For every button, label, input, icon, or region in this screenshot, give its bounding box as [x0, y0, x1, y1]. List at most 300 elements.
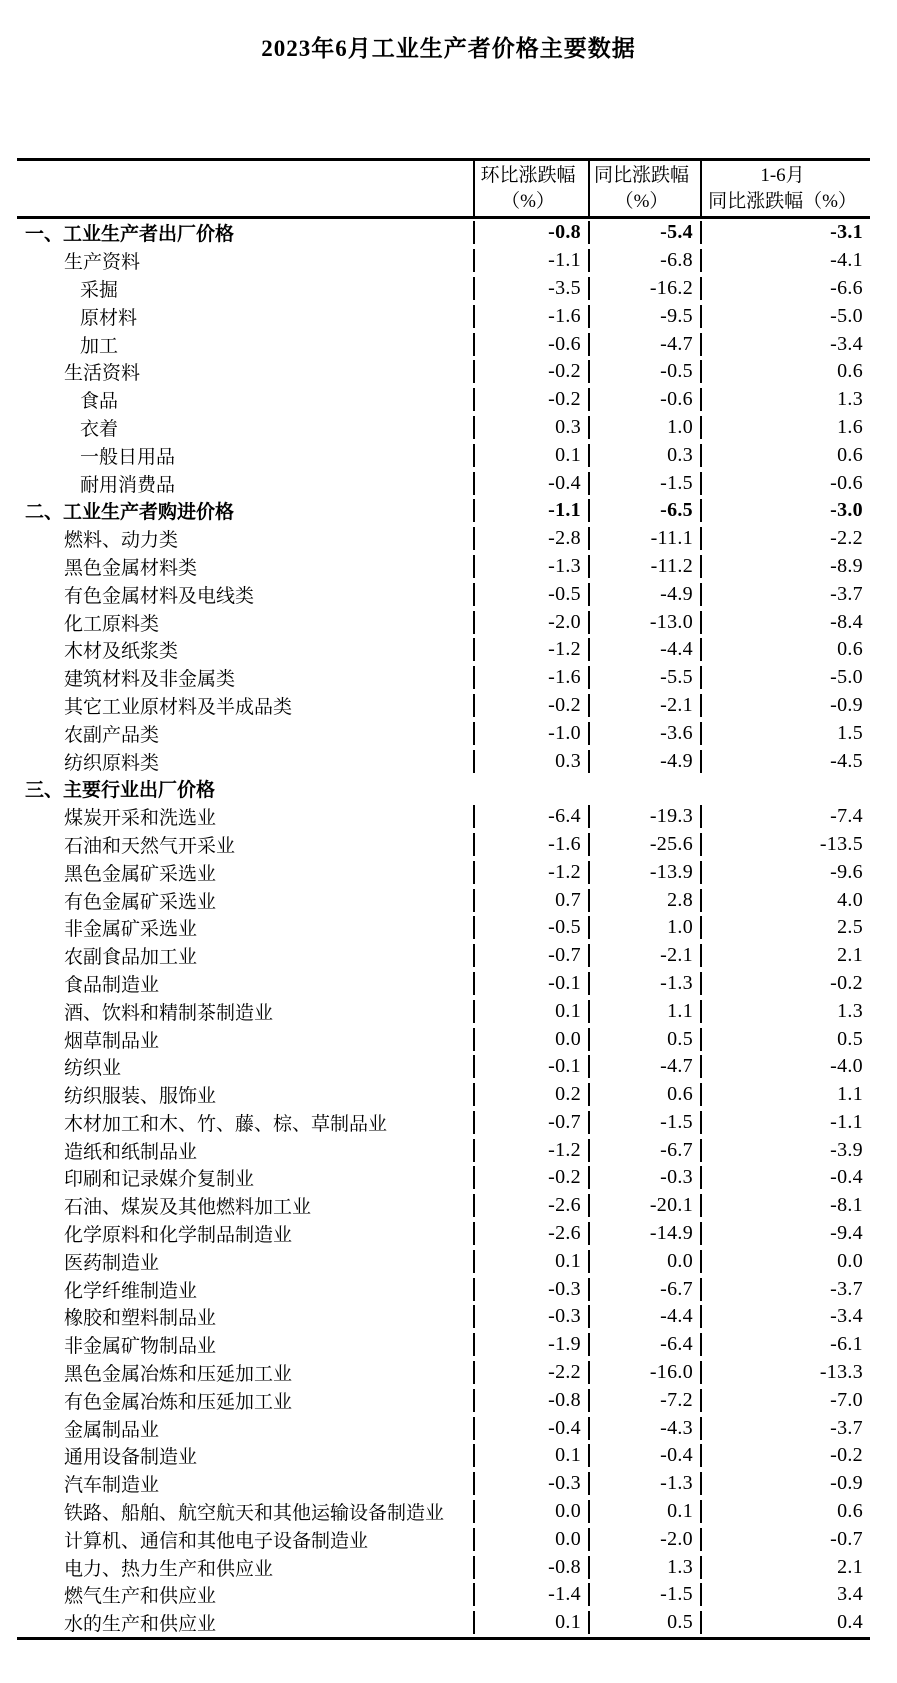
table-row [17, 1331, 870, 1359]
row-label: 农副产品类 [64, 724, 160, 746]
table-row [17, 1247, 870, 1275]
row-label: 烟草制品业 [64, 1030, 160, 1052]
table-row [17, 1275, 870, 1303]
row-label-cell [17, 1192, 473, 1219]
row-yoy-value: -4.9 [588, 750, 700, 773]
row-label: 非金属矿物制品业 [64, 1336, 217, 1358]
row-label-cell [17, 1276, 473, 1303]
row-label: 化学纤维制造业 [64, 1280, 198, 1302]
row-yoy-value: -6.7 [588, 1278, 700, 1301]
header-ytd-line2: 同比涨跌幅（%） [708, 190, 857, 212]
row-ytd-value: -8.9 [700, 555, 870, 578]
row-yoy-value: -19.3 [588, 805, 700, 828]
row-yoy-value: 1.1 [588, 1000, 700, 1023]
row-mom-value: -1.2 [473, 638, 588, 661]
row-label: 电力、热力生产和供应业 [64, 1558, 274, 1580]
row-mom-value: 0.1 [473, 1444, 588, 1467]
row-ytd-value: 0.6 [700, 444, 870, 467]
row-ytd-value: -7.4 [700, 805, 870, 828]
row-mom-value: -0.3 [473, 1278, 588, 1301]
row-yoy-value: -4.9 [588, 583, 700, 606]
row-mom-value: -1.6 [473, 833, 588, 856]
row-mom-value: -0.2 [473, 388, 588, 411]
row-mom-value: 0.2 [473, 1083, 588, 1106]
row-ytd-value: -0.9 [700, 1472, 870, 1495]
row-ytd-value: 0.6 [700, 1500, 870, 1523]
table-row [17, 1470, 870, 1498]
header-yoy [588, 161, 700, 216]
table-row [17, 1609, 870, 1637]
table-row [17, 525, 870, 553]
row-label-cell [17, 942, 473, 969]
row-ytd-value: -3.7 [700, 1417, 870, 1440]
table-row [17, 692, 870, 720]
row-yoy-value: -0.3 [588, 1166, 700, 1189]
row-label-cell [17, 1415, 473, 1442]
row-label-cell [17, 803, 473, 830]
row-ytd-value: -0.4 [700, 1166, 870, 1189]
row-yoy-value: -4.3 [588, 1417, 700, 1440]
row-ytd-value: -0.6 [700, 472, 870, 495]
table-row [17, 858, 870, 886]
table-row [17, 553, 870, 581]
row-ytd-value: -3.7 [700, 1278, 870, 1301]
row-yoy-value: -9.5 [588, 305, 700, 328]
table-row [17, 469, 870, 497]
table-row [17, 414, 870, 442]
row-label: 三、主要行业出厂价格 [25, 780, 216, 802]
row-ytd-value: 2.1 [700, 944, 870, 967]
row-ytd-value: -13.3 [700, 1361, 870, 1384]
row-mom-value: -1.4 [473, 1583, 588, 1606]
row-mom-value: 0.0 [473, 1500, 588, 1523]
row-mom-value: -0.3 [473, 1305, 588, 1328]
row-label-cell [17, 970, 473, 997]
row-ytd-value: 1.6 [700, 416, 870, 439]
row-label: 衣着 [80, 418, 119, 440]
row-label-cell [17, 1526, 473, 1553]
row-label-cell [17, 748, 473, 775]
row-label-cell [17, 859, 473, 886]
row-yoy-value: -3.6 [588, 722, 700, 745]
row-label-cell [17, 1387, 473, 1414]
row-mom-value: -0.6 [473, 333, 588, 356]
table-row [17, 719, 870, 747]
row-label: 加工 [80, 335, 119, 357]
row-mom-value: -0.4 [473, 1417, 588, 1440]
table-row [17, 803, 870, 831]
row-label: 生活资料 [64, 363, 141, 385]
row-mom-value: 0.0 [473, 1528, 588, 1551]
header-mom [473, 161, 588, 216]
row-mom-value: -1.2 [473, 861, 588, 884]
row-label-cell [17, 1470, 473, 1497]
table-row [17, 247, 870, 275]
row-yoy-value: -13.9 [588, 861, 700, 884]
row-mom-value: -0.1 [473, 1055, 588, 1078]
row-yoy-value: -4.4 [588, 638, 700, 661]
row-mom-value: -1.6 [473, 666, 588, 689]
header-yoy-line1: 同比涨跌幅 [593, 164, 689, 186]
table-row [17, 664, 870, 692]
table-row [17, 1164, 870, 1192]
table-row [17, 608, 870, 636]
row-yoy-value: 0.0 [588, 1250, 700, 1273]
row-label-cell [17, 636, 473, 663]
table-row [17, 886, 870, 914]
table-row [17, 1081, 870, 1109]
table-row [17, 219, 870, 247]
row-yoy-value: 2.8 [588, 889, 700, 912]
row-ytd-value: -13.5 [700, 833, 870, 856]
row-ytd-value: 0.6 [700, 638, 870, 661]
row-yoy-value: -14.9 [588, 1222, 700, 1245]
row-yoy-value: -1.3 [588, 1472, 700, 1495]
row-label-cell [17, 1053, 473, 1080]
row-ytd-value: 4.0 [700, 889, 870, 912]
table-row [17, 302, 870, 330]
row-label-cell [17, 219, 473, 246]
row-mom-value: -0.7 [473, 944, 588, 967]
row-label: 造纸和纸制品业 [64, 1141, 198, 1163]
table-row [17, 1525, 870, 1553]
row-yoy-value: -0.5 [588, 360, 700, 383]
row-label-cell [17, 525, 473, 552]
row-label: 通用设备制造业 [64, 1447, 198, 1469]
row-label: 水的生产和供应业 [64, 1614, 217, 1636]
row-yoy-value: -1.3 [588, 972, 700, 995]
table-row [17, 1109, 870, 1137]
row-label: 原材料 [80, 307, 138, 329]
table-row [17, 275, 870, 303]
row-label: 煤炭开采和洗选业 [64, 808, 217, 830]
table-row [17, 1053, 870, 1081]
table-row [17, 997, 870, 1025]
table-row [17, 942, 870, 970]
row-label-cell [17, 414, 473, 441]
row-yoy-value: 1.0 [588, 416, 700, 439]
row-ytd-value: -5.0 [700, 666, 870, 689]
row-mom-value: -2.6 [473, 1194, 588, 1217]
row-label-cell [17, 581, 473, 608]
table-header-row [17, 161, 870, 219]
row-label: 印刷和记录媒介复制业 [64, 1169, 255, 1191]
row-ytd-value: 1.3 [700, 388, 870, 411]
row-label: 农副食品加工业 [64, 947, 198, 969]
row-label: 铁路、船舶、航空航天和其他运输设备制造业 [64, 1503, 445, 1525]
row-label: 化工原料类 [64, 613, 160, 635]
row-ytd-value: -0.2 [700, 1444, 870, 1467]
row-mom-value: -2.2 [473, 1361, 588, 1384]
table-row [17, 386, 870, 414]
row-yoy-value: -0.4 [588, 1444, 700, 1467]
row-mom-value: -0.7 [473, 1111, 588, 1134]
row-yoy-value: -5.5 [588, 666, 700, 689]
row-yoy-value: -6.8 [588, 249, 700, 272]
table-row [17, 970, 870, 998]
row-ytd-value: 2.1 [700, 1556, 870, 1579]
row-label-cell [17, 1248, 473, 1275]
row-ytd-value: -4.1 [700, 249, 870, 272]
row-mom-value: -1.6 [473, 305, 588, 328]
row-label: 有色金属冶炼和压延加工业 [64, 1391, 293, 1413]
row-label: 化学原料和化学制品制造业 [64, 1225, 293, 1247]
table-row [17, 1581, 870, 1609]
row-mom-value: -0.4 [473, 472, 588, 495]
row-yoy-value: -4.7 [588, 1055, 700, 1078]
row-label: 采掘 [80, 279, 119, 301]
ppi-data-table [17, 158, 870, 1640]
row-yoy-value: 0.5 [588, 1028, 700, 1051]
row-mom-value: 0.3 [473, 750, 588, 773]
row-label-cell [17, 831, 473, 858]
row-label: 食品 [80, 391, 119, 413]
row-label: 黑色金属冶炼和压延加工业 [64, 1364, 293, 1386]
row-label: 生产资料 [64, 252, 141, 274]
row-label-cell [17, 609, 473, 636]
row-yoy-value: -16.2 [588, 277, 700, 300]
row-mom-value: -0.5 [473, 583, 588, 606]
table-row [17, 441, 870, 469]
row-mom-value: -1.1 [473, 249, 588, 272]
row-label: 其它工业原材料及半成品类 [64, 696, 293, 718]
row-ytd-value: -6.6 [700, 277, 870, 300]
row-label: 纺织服装、服饰业 [64, 1086, 217, 1108]
row-mom-value: 0.7 [473, 889, 588, 912]
row-ytd-value: -5.0 [700, 305, 870, 328]
row-yoy-value: 0.1 [588, 1500, 700, 1523]
row-label: 耐用消费品 [80, 474, 176, 496]
row-label: 酒、饮料和精制茶制造业 [64, 1002, 274, 1024]
row-label: 黑色金属矿采选业 [64, 863, 217, 885]
table-body [17, 219, 870, 1637]
row-label: 一、工业生产者出厂价格 [25, 224, 235, 246]
row-label: 建筑材料及非金属类 [64, 669, 236, 691]
row-mom-value: -0.8 [473, 1389, 588, 1412]
row-yoy-value: -7.2 [588, 1389, 700, 1412]
row-ytd-value: 0.4 [700, 1611, 870, 1634]
row-label-cell [17, 1498, 473, 1525]
row-mom-value: -6.4 [473, 805, 588, 828]
row-label-cell [17, 664, 473, 691]
table-row [17, 1192, 870, 1220]
row-ytd-value: -3.1 [700, 221, 870, 244]
row-ytd-value: -7.0 [700, 1389, 870, 1412]
row-yoy-value: -1.5 [588, 1583, 700, 1606]
header-category [17, 161, 473, 216]
row-label-cell [17, 553, 473, 580]
row-label-cell [17, 1137, 473, 1164]
row-mom-value: -0.5 [473, 916, 588, 939]
row-label-cell [17, 1609, 473, 1636]
table-row [17, 1220, 870, 1248]
row-yoy-value: -0.6 [588, 388, 700, 411]
row-label: 有色金属材料及电线类 [64, 585, 255, 607]
row-yoy-value: -2.1 [588, 694, 700, 717]
row-label-cell [17, 998, 473, 1025]
row-label-cell [17, 1081, 473, 1108]
row-ytd-value: 1.5 [700, 722, 870, 745]
row-yoy-value: -6.4 [588, 1333, 700, 1356]
table-row [17, 636, 870, 664]
row-label-cell [17, 331, 473, 358]
row-label-cell [17, 1303, 473, 1330]
row-label-cell [17, 775, 473, 802]
row-label: 一般日用品 [80, 446, 176, 468]
row-mom-value: -0.3 [473, 1472, 588, 1495]
row-label: 非金属矿采选业 [64, 919, 198, 941]
table-row [17, 1386, 870, 1414]
row-label: 石油和天然气开采业 [64, 835, 236, 857]
row-ytd-value: 0.5 [700, 1028, 870, 1051]
row-label: 有色金属矿采选业 [64, 891, 217, 913]
table-row [17, 1414, 870, 1442]
row-label-cell [17, 442, 473, 469]
row-yoy-value: -6.7 [588, 1139, 700, 1162]
row-label: 计算机、通信和其他电子设备制造业 [64, 1530, 369, 1552]
table-row [17, 1025, 870, 1053]
row-yoy-value: -1.5 [588, 472, 700, 495]
row-mom-value: 0.1 [473, 1611, 588, 1634]
row-yoy-value: -25.6 [588, 833, 700, 856]
row-ytd-value: -8.1 [700, 1194, 870, 1217]
row-yoy-value: 0.5 [588, 1611, 700, 1634]
row-label-cell [17, 1581, 473, 1608]
table-row [17, 914, 870, 942]
row-ytd-value: -3.4 [700, 333, 870, 356]
row-mom-value: -1.3 [473, 555, 588, 578]
row-ytd-value: -9.4 [700, 1222, 870, 1245]
table-row [17, 1553, 870, 1581]
row-yoy-value: 1.0 [588, 916, 700, 939]
row-ytd-value: -3.9 [700, 1139, 870, 1162]
row-label-cell [17, 303, 473, 330]
row-label: 医药制造业 [64, 1252, 160, 1274]
row-mom-value: 0.3 [473, 416, 588, 439]
row-yoy-value: -2.0 [588, 1528, 700, 1551]
row-mom-value: -1.0 [473, 722, 588, 745]
row-label: 黑色金属材料类 [64, 557, 198, 579]
table-row [17, 1442, 870, 1470]
row-label-cell [17, 247, 473, 274]
row-label: 汽车制造业 [64, 1475, 160, 1497]
row-mom-value: -2.0 [473, 611, 588, 634]
row-label-cell [17, 470, 473, 497]
row-label-cell [17, 914, 473, 941]
row-ytd-value: -0.2 [700, 972, 870, 995]
row-yoy-value: -11.1 [588, 527, 700, 550]
row-yoy-value: -2.1 [588, 944, 700, 967]
row-label: 木材加工和木、竹、藤、棕、草制品业 [64, 1113, 388, 1135]
row-yoy-value: -1.5 [588, 1111, 700, 1134]
row-label: 燃料、动力类 [64, 530, 179, 552]
row-label: 石油、煤炭及其他燃料加工业 [64, 1197, 312, 1219]
row-ytd-value: -0.9 [700, 694, 870, 717]
row-label-cell [17, 720, 473, 747]
row-mom-value: -0.8 [473, 221, 588, 244]
row-label: 燃气生产和供应业 [64, 1586, 217, 1608]
row-mom-value: 0.1 [473, 444, 588, 467]
row-label: 木材及纸浆类 [64, 641, 179, 663]
row-label-cell [17, 1359, 473, 1386]
row-label-cell [17, 275, 473, 302]
table-row [17, 1303, 870, 1331]
row-label-cell [17, 1164, 473, 1191]
row-ytd-value: -6.1 [700, 1333, 870, 1356]
row-label-cell [17, 692, 473, 719]
row-label-cell [17, 1331, 473, 1358]
row-label-cell [17, 1442, 473, 1469]
row-ytd-value: 3.4 [700, 1583, 870, 1606]
row-mom-value: -0.2 [473, 360, 588, 383]
row-mom-value: -0.8 [473, 1556, 588, 1579]
row-yoy-value: -6.5 [588, 499, 700, 522]
row-yoy-value: -13.0 [588, 611, 700, 634]
row-yoy-value: 0.3 [588, 444, 700, 467]
row-mom-value: -1.2 [473, 1139, 588, 1162]
page-title: 2023年6月工业生产者价格主要数据 [261, 36, 636, 61]
row-label-cell [17, 358, 473, 385]
row-ytd-value: 1.3 [700, 1000, 870, 1023]
row-label: 金属制品业 [64, 1419, 160, 1441]
row-ytd-value: -4.5 [700, 750, 870, 773]
table-row [17, 747, 870, 775]
row-ytd-value: -3.0 [700, 499, 870, 522]
table-row [17, 1498, 870, 1526]
header-yoy-line2: （%） [614, 190, 669, 212]
row-ytd-value: -0.7 [700, 1528, 870, 1551]
row-mom-value: -1.1 [473, 499, 588, 522]
row-label: 食品制造业 [64, 974, 160, 996]
row-label-cell [17, 1026, 473, 1053]
row-ytd-value: -8.4 [700, 611, 870, 634]
row-yoy-value: -5.4 [588, 221, 700, 244]
row-label: 二、工业生产者购进价格 [25, 502, 235, 524]
row-mom-value: 0.0 [473, 1028, 588, 1051]
table-row [17, 497, 870, 525]
header-ytd [700, 161, 870, 216]
row-mom-value: -0.1 [473, 972, 588, 995]
row-yoy-value: -11.2 [588, 555, 700, 578]
row-ytd-value: 1.1 [700, 1083, 870, 1106]
row-label: 橡胶和塑料制品业 [64, 1308, 217, 1330]
row-yoy-value: 1.3 [588, 1556, 700, 1579]
row-ytd-value: 0.0 [700, 1250, 870, 1273]
row-mom-value: 0.1 [473, 1250, 588, 1273]
row-label: 纺织原料类 [64, 752, 160, 774]
row-mom-value: -0.2 [473, 694, 588, 717]
header-mom-line1: 环比涨跌幅 [480, 164, 576, 186]
table-row [17, 1136, 870, 1164]
row-yoy-value: -4.4 [588, 1305, 700, 1328]
row-ytd-value: -1.1 [700, 1111, 870, 1134]
row-ytd-value: -3.4 [700, 1305, 870, 1328]
row-mom-value: -3.5 [473, 277, 588, 300]
row-mom-value: -0.2 [473, 1166, 588, 1189]
table-row [17, 831, 870, 859]
row-yoy-value: -20.1 [588, 1194, 700, 1217]
row-ytd-value: -9.6 [700, 861, 870, 884]
row-label-cell [17, 887, 473, 914]
table-row [17, 1359, 870, 1387]
table-row [17, 580, 870, 608]
header-ytd-line1: 1-6月 [760, 164, 805, 186]
table-row [17, 775, 870, 803]
row-ytd-value: 0.6 [700, 360, 870, 383]
row-label-cell [17, 1109, 473, 1136]
row-label-cell [17, 497, 473, 524]
row-yoy-value: 0.6 [588, 1083, 700, 1106]
